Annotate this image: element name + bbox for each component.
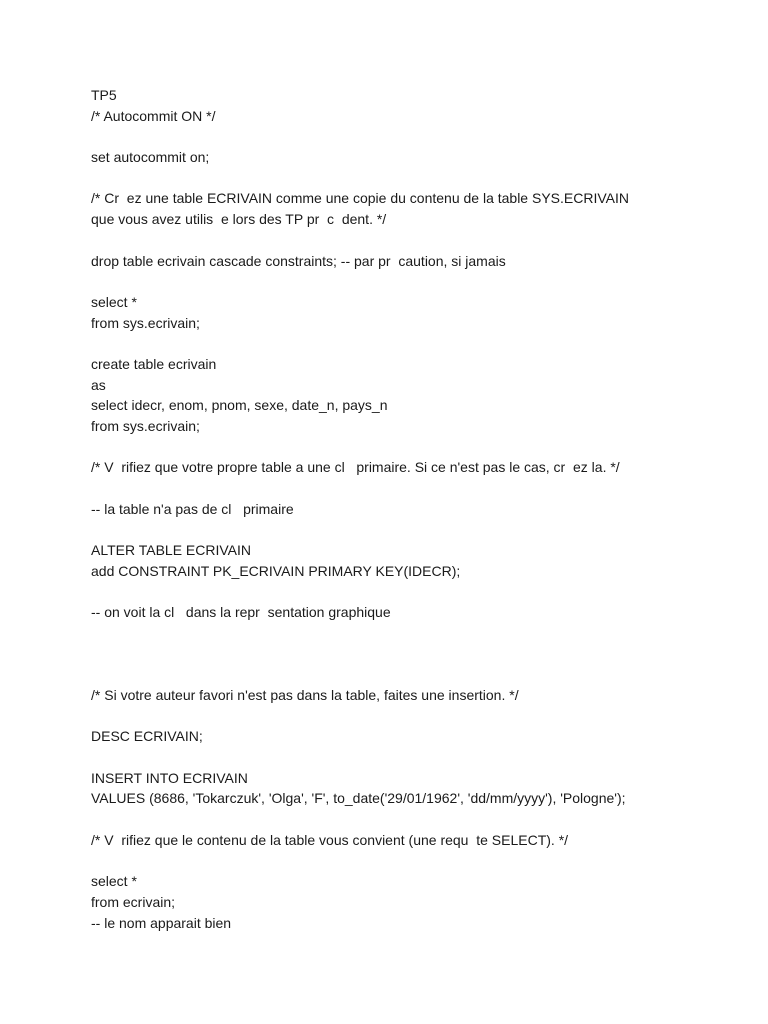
text-line: ALTER TABLE ECRIVAIN — [91, 542, 252, 559]
text-line: -- le nom apparait bien — [91, 914, 232, 931]
text-line: INSERT INTO ECRIVAIN — [91, 769, 248, 786]
text-line — [91, 850, 751, 871]
text-line: que vous avez utilis e lors des TP pr c dent. */ — [91, 211, 387, 228]
text-line — [91, 519, 751, 540]
text-line — [91, 809, 751, 830]
text-line — [91, 706, 751, 727]
text-line — [91, 664, 751, 685]
text-line: /* Si votre auteur favori n'est pas dans la table, faites une insertion. */ — [91, 686, 519, 703]
text-line: as — [91, 376, 106, 393]
text-line — [91, 644, 751, 665]
text-line — [91, 271, 751, 292]
text-line: from sys.ecrivain; — [91, 314, 200, 331]
text-line — [91, 582, 751, 603]
text-line: select * — [91, 293, 137, 310]
text-line — [91, 333, 751, 354]
text-line: /* Cr ez une table ECRIVAIN comme une copie du contenu de la table SYS.ECRIVAIN — [91, 190, 629, 207]
text-line: drop table ecrivain cascade constraints; -- par pr caution, si jamais — [91, 252, 506, 269]
text-line: VALUES (8686, 'Tokarczuk', 'Olga', 'F', to_date('29/01/1962', 'dd/mm/yyyy'), 'Pologne'); — [91, 790, 626, 807]
text-line — [91, 230, 751, 251]
text-line — [91, 126, 751, 147]
text-line — [91, 747, 751, 768]
text-line: add CONSTRAINT PK_ECRIVAIN PRIMARY KEY(IDECR); — [91, 562, 461, 579]
text-line: DESC ECRIVAIN; — [91, 728, 203, 745]
text-line: /* V rifiez que le contenu de la table vous convient (une requ te SELECT). */ — [91, 831, 569, 848]
text-line: create table ecrivain — [91, 355, 217, 372]
text-line: select idecr, enom, pnom, sexe, date_n, pays_n — [91, 397, 388, 414]
text-line: /* Autocommit ON */ — [91, 107, 216, 124]
text-line: /* V rifiez que votre propre table a une cl primaire. Si ce n'est pas le cas, cr ez la. */ — [91, 459, 620, 476]
text-line — [91, 437, 751, 458]
text-line: TP5 — [91, 87, 117, 103]
text-line: from sys.ecrivain; — [91, 418, 200, 434]
text-line — [91, 623, 751, 644]
text-line — [91, 478, 751, 499]
text-line: -- on voit la cl dans la repr sentation graphique — [91, 604, 391, 621]
text-line: select * — [91, 873, 137, 890]
document-body — [91, 85, 751, 933]
text-line: set autocommit on; — [91, 149, 210, 166]
text-line: -- la table n'a pas de cl primaire — [91, 500, 294, 517]
text-line — [91, 168, 751, 189]
text-line: from ecrivain; — [91, 893, 176, 910]
